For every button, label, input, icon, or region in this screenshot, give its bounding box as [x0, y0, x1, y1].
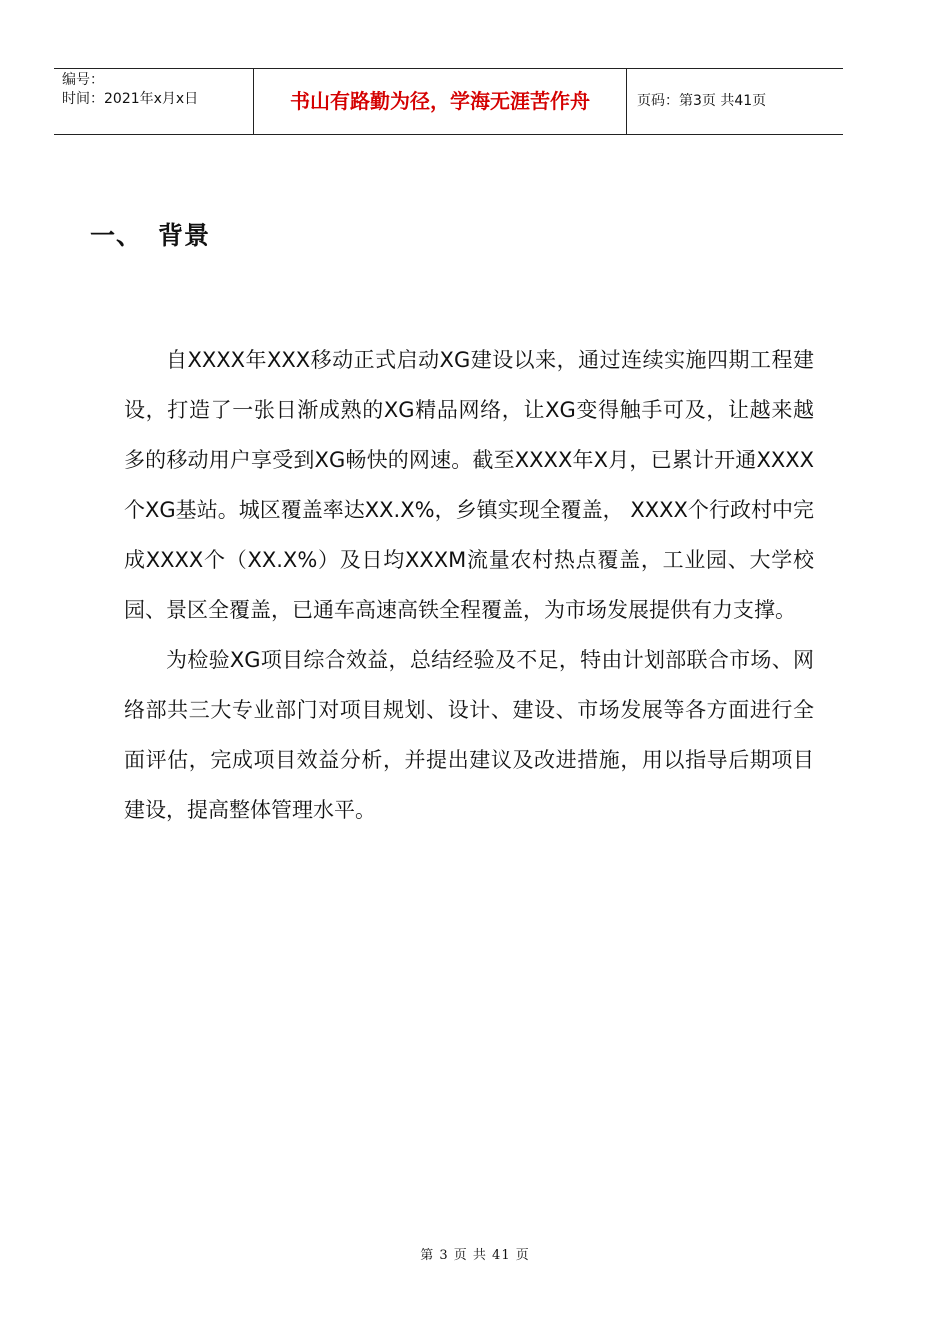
- header-motto: 书山有路勤为径，学海无涯苦作舟: [254, 69, 627, 134]
- page-header: [54, 68, 843, 135]
- header-page-info: 页码：第3页 共41页: [637, 93, 767, 109]
- section-title: 背景: [158, 221, 211, 250]
- paragraph: 为检验XG项目综合效益，总结经验及不足，特由计划部联合市场、网络部共三大专业部门对项目规划、设计、建设、市场发展等各方面进行全面评估，完成项目效益分析，并提出建议及改进措施，用以指导后期项目建设，提高整体管理水平。: [124, 648, 814, 822]
- header-meta-cell: [54, 69, 254, 134]
- body-text: [124, 335, 814, 835]
- paragraph: 自XXXX年XXX移动正式启动XG建设以来，通过连续实施四期工程建设，打造了一张日渐成熟的XG精品网络，让XG变得触手可及，让越来越多的移动用户享受到XG畅快的网速。截至XXXX年X月，已累计开通XXXX个XG基站。城区覆盖率达XX.X%，乡镇实现全覆盖， XXXX个行政村中完成XXXX个（XX.X%）及日均XXXM流量农村热点覆盖，工业园、大学校园、景区全覆盖，已通车高速高铁全程覆盖，为市场发展提供有力支撑。: [124, 348, 814, 622]
- document-time-label: 时间：2021年x月x日: [62, 91, 199, 107]
- document-number-label: 编号：: [62, 72, 104, 88]
- page-footer: 第 3 页 共 41 页: [420, 1248, 530, 1263]
- section-heading: [90, 216, 210, 256]
- section-number: 一、: [90, 221, 143, 250]
